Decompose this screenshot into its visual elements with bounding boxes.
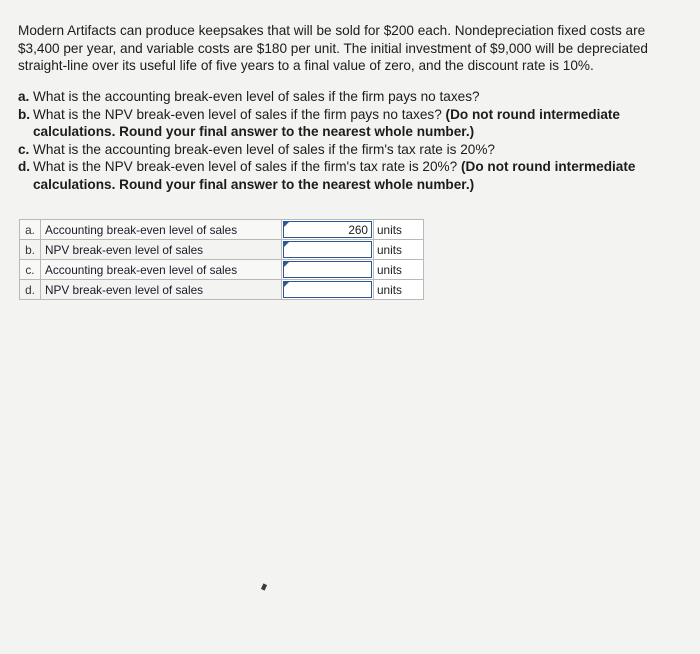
question-text: What is the NPV break-even level of sales if the firm pays no taxes? [33,106,442,122]
row-letter: b. [20,240,41,260]
question-text: What is the NPV break-even level of sales if the firm's tax rate is 20%? [33,159,458,174]
problem-statement [18,22,686,75]
row-letter: c. [20,260,41,280]
answer-input-cell[interactable] [282,240,374,260]
problem-text: Modern Artifacts can produce keepsakes that will be sold for $200 each. Nondepreciation fixed costs are $3,400 per year, and variable costs are $180 per unit. The initial investment of $9,000 will be depreciated straight-line over its useful life of five years to a final value of zero, and the discount rate is 10%. [18,23,648,73]
row-unit: units [374,260,424,280]
answer-input-a[interactable] [283,221,372,238]
answer-value: 260 [348,223,368,237]
input-corner-icon [284,242,289,247]
question-text: What is the accounting break-even level of sales if the firm pays no taxes? [33,89,480,104]
question-letter: a. [18,89,30,104]
answer-row-b [20,240,424,260]
row-label: Accounting break-even level of sales [41,260,282,280]
input-corner-icon [284,222,289,227]
row-label: NPV break-even level of sales [41,240,282,260]
row-letter: a. [20,220,41,240]
row-label: Accounting break-even level of sales [41,220,282,240]
question-letter: d. [18,159,31,174]
answer-row-a [20,220,424,240]
answer-row-d [20,280,424,300]
question-c [18,141,686,159]
question-letter: b. [18,106,31,122]
row-unit: units [374,240,424,260]
cursor-mark-icon [261,583,267,590]
answer-input-cell[interactable] [282,220,374,240]
row-letter: d. [20,280,41,300]
question-hint: (Do not round intermediate calculations. Round your final answer to the nearest whole number.) [33,106,620,139]
row-unit: units [374,220,424,240]
answer-input-cell[interactable] [282,260,374,280]
question-text: What is the accounting break-even level of sales if the firm's tax rate is 20%? [33,141,495,157]
row-label: NPV break-even level of sales [41,280,282,300]
input-corner-icon [284,262,289,267]
answer-input-c[interactable] [283,261,372,278]
answer-input-b[interactable] [283,241,372,258]
input-corner-icon [284,282,289,287]
question-d [18,158,686,193]
answer-input-d[interactable] [283,281,372,298]
answer-input-cell[interactable] [282,280,374,300]
question-a [18,88,686,106]
answer-row-c [20,260,424,280]
question-hint: (Do not round intermediate calculations. Round your final answer to the nearest whole number.) [33,159,636,192]
answer-table [19,219,424,300]
question-list [18,88,686,193]
question-b [18,106,686,141]
question-letter: c. [18,141,30,157]
row-unit: units [374,280,424,300]
